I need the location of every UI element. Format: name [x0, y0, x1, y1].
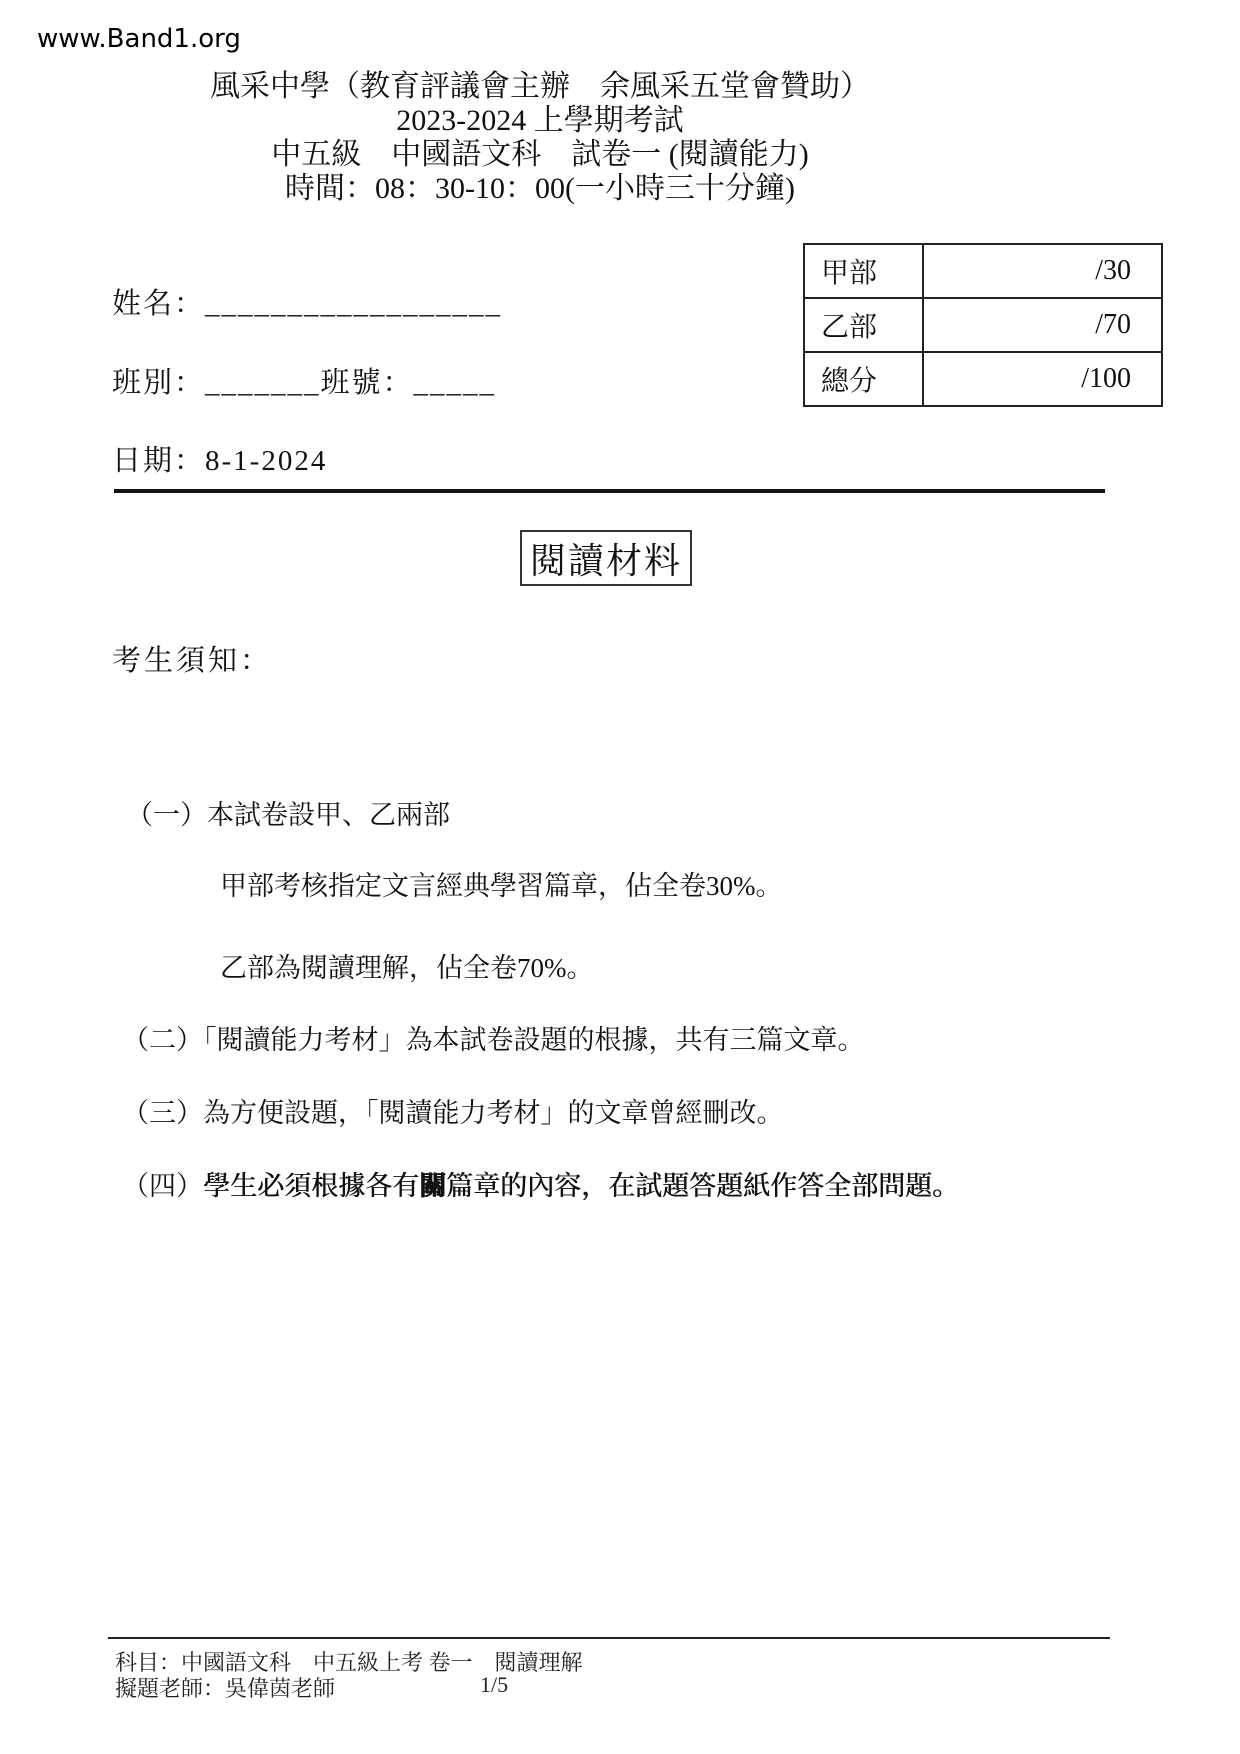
- item-text: 乙部為閱讀理解，佔全卷70%。: [220, 953, 594, 983]
- class-and-number-field: 班別：_______班號：_____: [112, 367, 497, 399]
- term-line: 2023-2024 上學期考試: [396, 104, 684, 137]
- score-value: /30: [923, 244, 1162, 298]
- exam-date: 日期：8-1-2024: [112, 445, 328, 477]
- time-line: 時間：08：30-10：00(一小時三十分鐘): [285, 172, 795, 205]
- score-table: [803, 243, 1163, 407]
- exam-header: [0, 70, 1080, 206]
- item-text-emphasized-char: 關: [419, 1171, 446, 1201]
- school-title-line: 風采中學（教育評議會主辦 余風采五堂會贊助）: [210, 70, 870, 103]
- item-text: 本試卷設甲、乙兩部: [207, 800, 450, 830]
- footer-subject-line: 科目：中國語文科 中五級上考 卷一 閱讀理解: [115, 1650, 583, 1675]
- item-marker: （四）: [122, 1171, 203, 1201]
- paper-title-line: 中五級 中國語文科 試卷一 (閱讀能力): [271, 138, 809, 171]
- notice-item-3: [122, 1091, 784, 1130]
- footer-divider-rule: [108, 1637, 1110, 1639]
- score-row-part-b: [804, 298, 1162, 352]
- item-text-pre: 學生必須根據各有: [203, 1171, 419, 1201]
- notice-item-1: [126, 793, 450, 832]
- notice-heading: 考生須知：: [112, 645, 273, 677]
- score-value: /100: [923, 352, 1162, 406]
- score-row-total: [804, 352, 1162, 406]
- page-number: 1/5: [480, 1672, 509, 1697]
- score-row-part-a: [804, 244, 1162, 298]
- item-text: 為方便設題，「閱讀能力考材」的文章曾經刪改。: [203, 1098, 784, 1128]
- watermark-url: www.Band1.org: [37, 24, 241, 54]
- item-text-post: 篇章的內容，在試題答題紙作答全部問題。: [446, 1171, 959, 1201]
- section-title-box: [520, 530, 692, 586]
- notice-item-1b: [220, 946, 594, 985]
- score-value: /70: [923, 298, 1162, 352]
- item-marker: （一）: [126, 800, 207, 830]
- item-marker: （二）: [122, 1025, 203, 1055]
- notice-item-1a: [220, 864, 783, 903]
- notice-item-2: [122, 1018, 865, 1057]
- student-name-field: 姓名：__________________: [112, 288, 503, 320]
- section-title: 閱讀材料: [529, 540, 682, 581]
- score-label: 甲部: [804, 244, 923, 298]
- footer-teacher-line: 擬題老師：吳偉茵老師: [115, 1676, 336, 1701]
- header-divider-rule: [114, 489, 1105, 493]
- score-label: 總分: [804, 352, 923, 406]
- score-label: 乙部: [804, 298, 923, 352]
- item-text: 甲部考核指定文言經典學習篇章，佔全卷30%。: [220, 871, 783, 901]
- item-text: 「閱讀能力考材」為本試卷設題的根據，共有三篇文章。: [203, 1025, 865, 1055]
- item-marker: （三）: [122, 1098, 203, 1128]
- notice-item-4: [122, 1164, 959, 1203]
